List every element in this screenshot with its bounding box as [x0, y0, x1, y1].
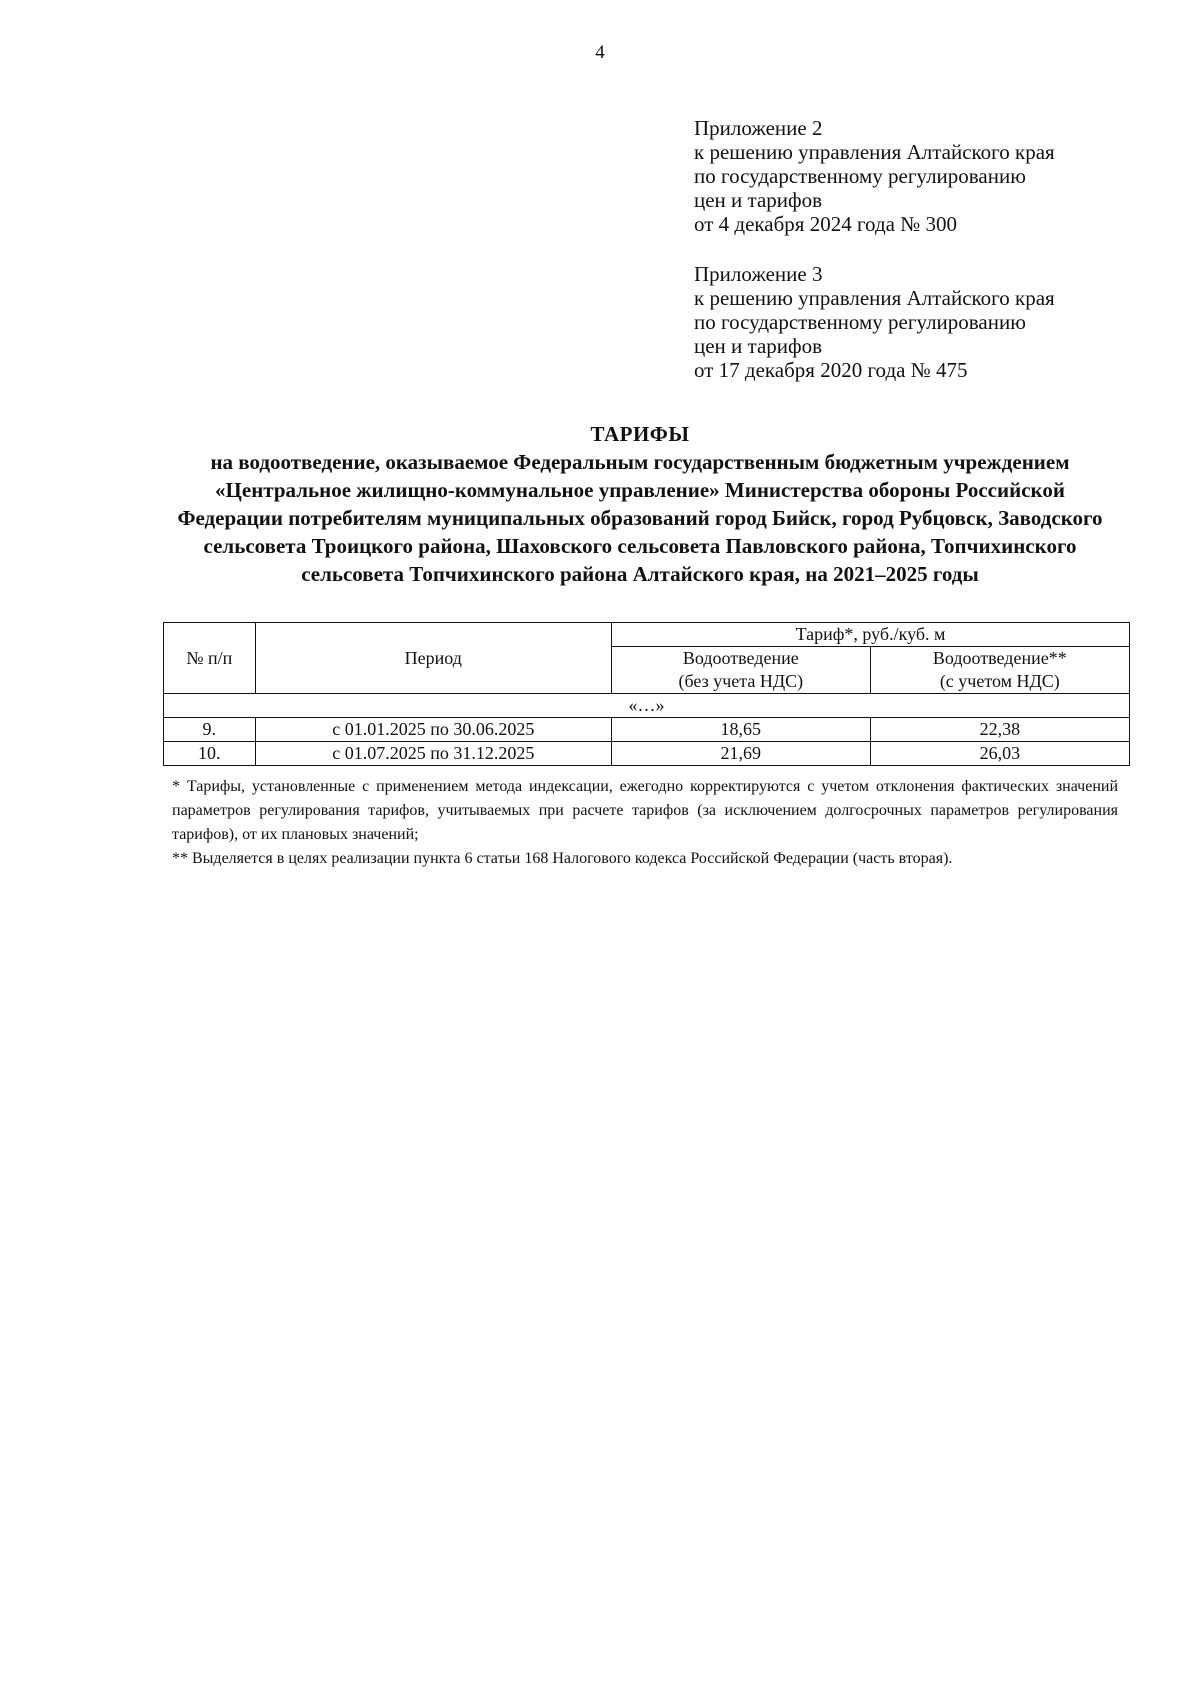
table-row — [164, 718, 1130, 742]
row-period: с 01.07.2025 по 31.12.2025 — [255, 742, 611, 766]
appendix-line: по государственному регулированию — [694, 164, 1026, 188]
tariff-table — [163, 622, 1130, 766]
table-row — [164, 742, 1130, 766]
appendix-line: Приложение 2 — [694, 116, 823, 140]
row-number: 9. — [164, 718, 256, 742]
page-number: 4 — [595, 42, 605, 63]
appendix-line: от 17 декабря 2020 года № 475 — [694, 358, 968, 382]
header-no-vat-line-2: (без учета НДС) — [678, 671, 804, 691]
header-no-vat — [611, 647, 870, 694]
row-no-vat: 18,65 — [611, 718, 870, 742]
appendix-line: к решению управления Алтайского края — [694, 286, 1055, 310]
footnotes — [172, 775, 1118, 871]
title-heading: ТАРИФЫ — [590, 422, 690, 446]
header-with-vat-line-1: Водоотведение** — [932, 648, 1067, 668]
ellipsis-cell: «…» — [164, 694, 1130, 718]
footnote-2: ** Выделяется в целях реализации пункта 6 статьи 168 Налогового кодекса Российской Федерации (часть вторая). — [172, 850, 953, 867]
appendix-line: от 4 декабря 2024 года № 300 — [694, 212, 957, 236]
header-no-vat-line-1: Водоотведение — [682, 648, 799, 668]
header-with-vat — [870, 647, 1129, 694]
row-with-vat: 26,03 — [870, 742, 1129, 766]
title-subtitle: на водоотведение, оказываемое Федеральным государственным бюджетным учреждением «Центральное жилищно-коммунальное управление» Министерства обороны Российской Федерации потребителям муниципальных образований город Бийск, город Рубцовск, Заводского сельсовета Троицкого района, Шаховского сельсовета Павловского района, Топчихинского сельсовета Топчихинского района Алтайского края, на 2021–2025 годы — [177, 450, 1103, 586]
row-period: с 01.01.2025 по 30.06.2025 — [255, 718, 611, 742]
header-period: Период — [255, 623, 611, 694]
header-with-vat-line-2: (с учетом НДС) — [939, 671, 1060, 691]
appendix-3-header — [694, 262, 1055, 382]
table-header-row — [164, 623, 1130, 647]
footnote-1: * Тарифы, установленные с применением метода индексации, ежегодно корректируются с учетом отклонения фактических значений параметров регулирования тарифов, учитываемых при расчете тарифов (за исключением долгосрочных параметров регулирования тарифов), от их плановых значений; — [172, 778, 1118, 843]
appendix-line: по государственному регулированию — [694, 310, 1026, 334]
row-with-vat: 22,38 — [870, 718, 1129, 742]
document-title — [160, 420, 1120, 588]
table-ellipsis-row — [164, 694, 1130, 718]
appendix-2-header — [694, 116, 1055, 236]
appendix-line: цен и тарифов — [694, 188, 823, 212]
appendix-line: Приложение 3 — [694, 262, 823, 286]
header-number: № п/п — [164, 623, 256, 694]
row-number: 10. — [164, 742, 256, 766]
appendix-line: к решению управления Алтайского края — [694, 140, 1055, 164]
header-tariff-group: Тариф*, руб./куб. м — [611, 623, 1129, 647]
row-no-vat: 21,69 — [611, 742, 870, 766]
appendix-line: цен и тарифов — [694, 334, 823, 358]
